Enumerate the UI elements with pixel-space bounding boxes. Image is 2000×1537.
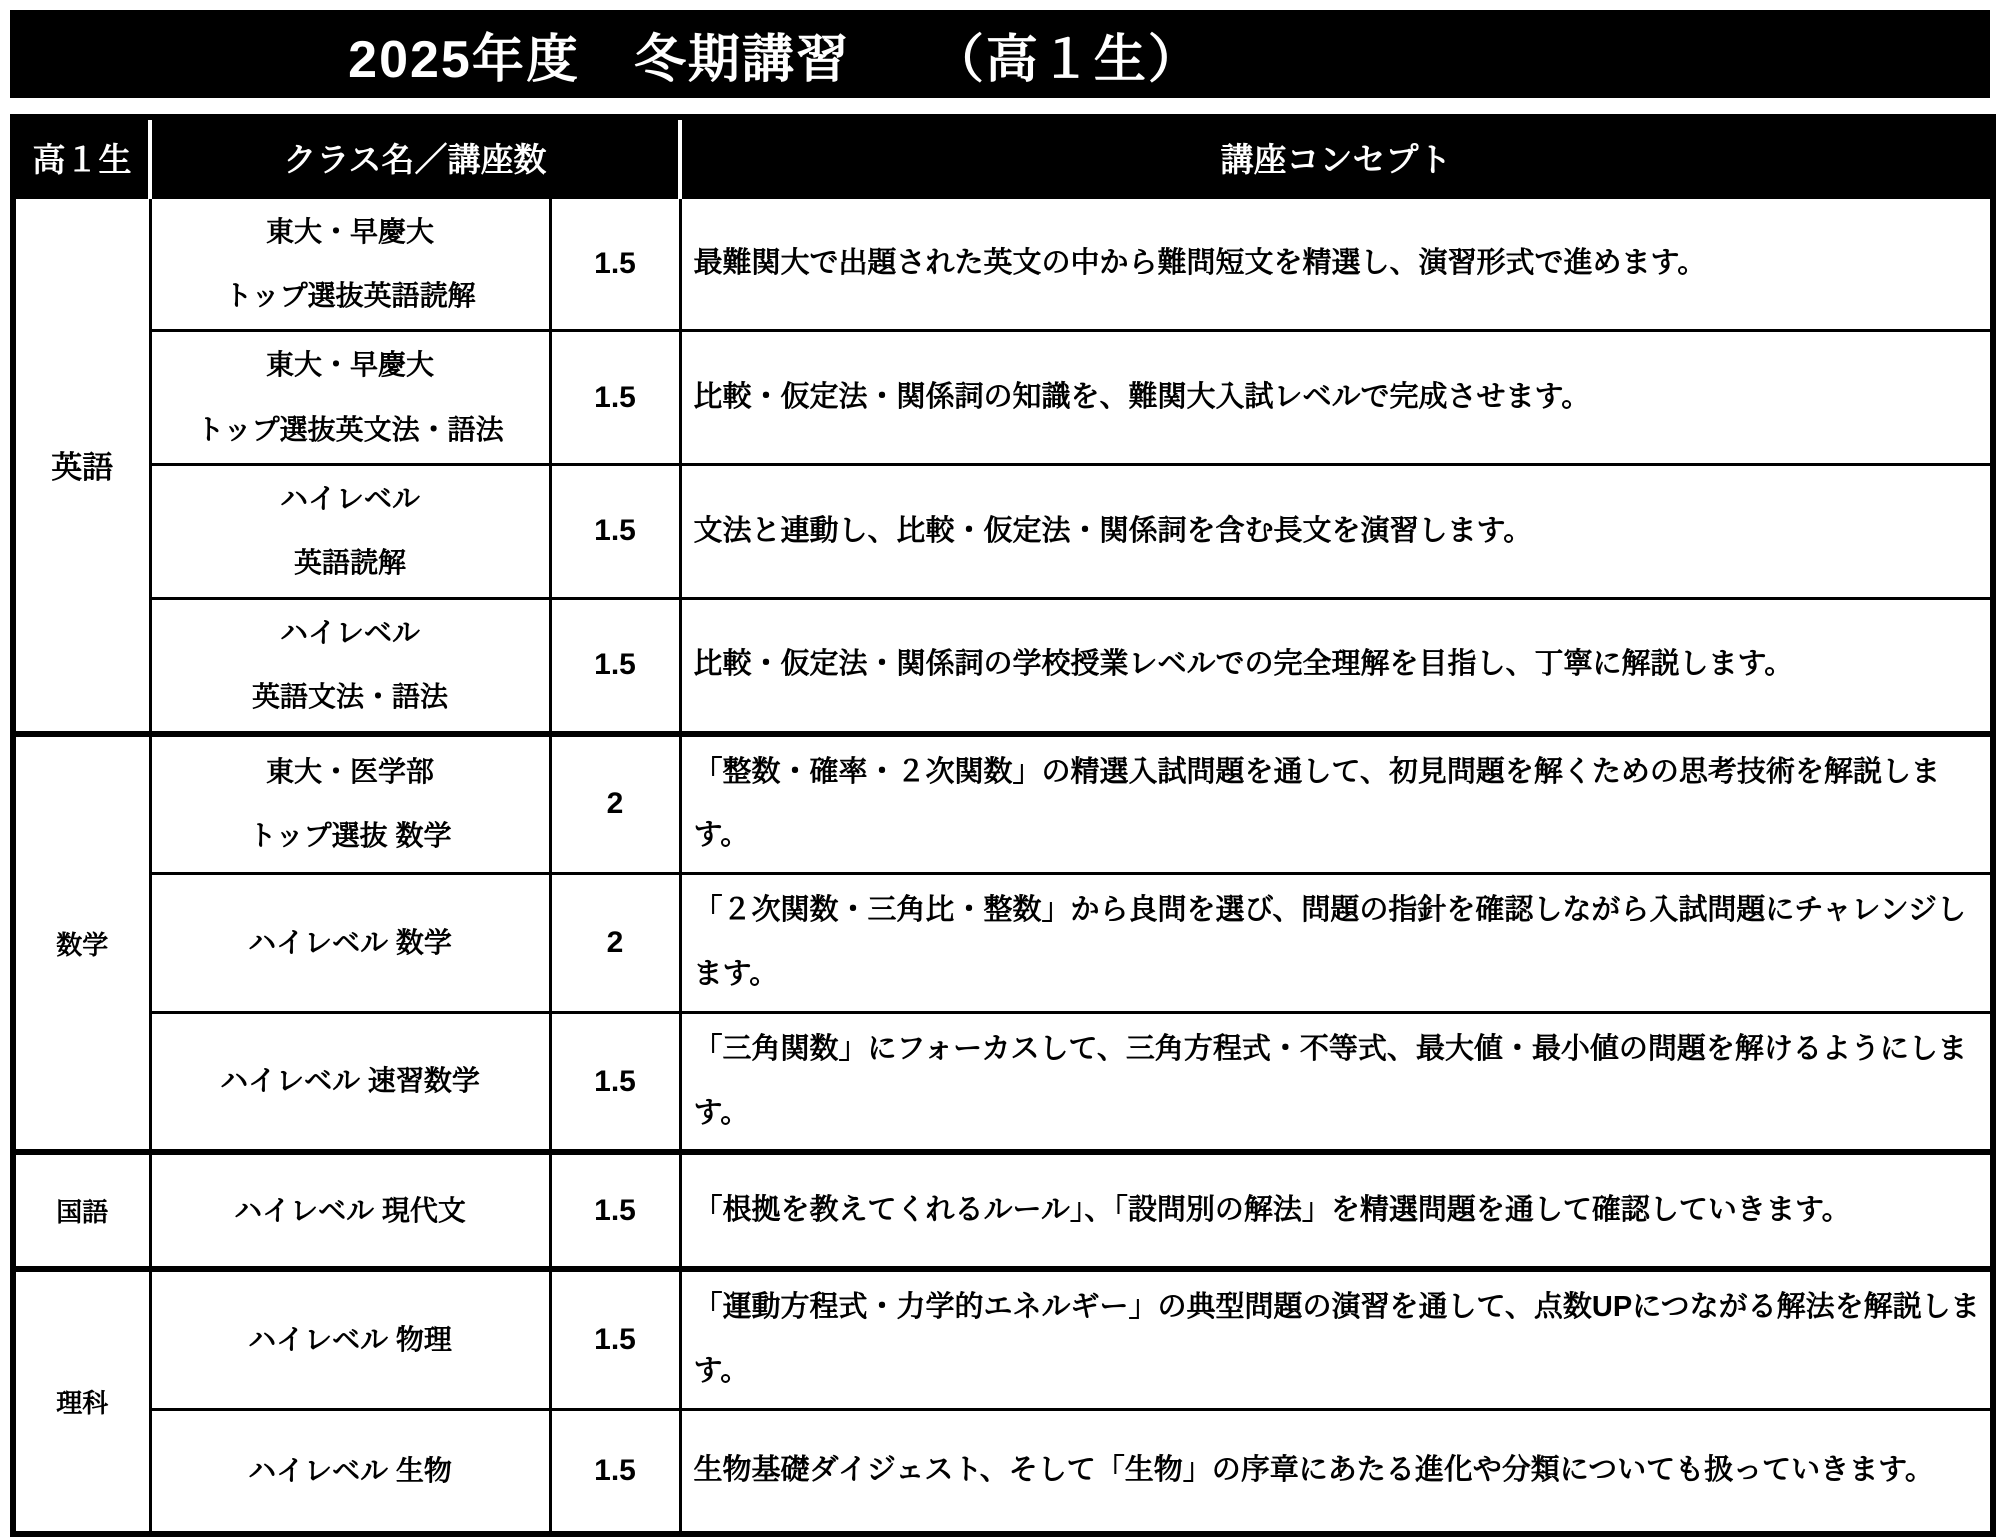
class-name-cell [150, 331, 550, 465]
course-concept-cell: 生物基礎ダイジェスト、そして「生物」の序章にあたる進化や分類についても扱っていきます。 [680, 1410, 1993, 1534]
table-row [13, 465, 1993, 599]
course-count-cell: 1.5 [550, 465, 680, 599]
table-row [13, 1012, 1993, 1152]
course-concept-cell: 比較・仮定法・関係詞の知識を、難関大入試レベルで完成させます。 [680, 331, 1993, 465]
header-grade: 高１生 [13, 117, 150, 197]
class-name-line: トップ選抜英語読解 [224, 279, 476, 311]
class-name-line: 英語読解 [293, 547, 406, 579]
table-header-row [13, 117, 1993, 197]
class-name-line: ハイレベル 数学 [248, 926, 452, 958]
course-count-cell: 1.5 [550, 1269, 680, 1409]
table-row [13, 1410, 1993, 1534]
class-name-cell [150, 874, 550, 1013]
class-name-line: ハイレベル [279, 483, 420, 515]
title-bar [10, 10, 1990, 98]
class-name-cell [150, 1012, 550, 1152]
subject-cell-math: 数学 [13, 734, 150, 1153]
table-row [13, 197, 1993, 331]
class-name-line: ハイレベル 速習数学 [220, 1065, 480, 1097]
course-count-cell: 1.5 [550, 598, 680, 733]
course-concept-cell: 文法と連動し、比較・仮定法・関係詞を含む長文を演習します。 [680, 465, 1993, 599]
course-count-cell: 1.5 [550, 331, 680, 465]
class-name-line: ハイレベル 生物 [248, 1454, 452, 1486]
class-name-line: ハイレベル [279, 616, 420, 648]
class-name-line: 東大・早慶大 [265, 349, 434, 381]
table-row [13, 1269, 1993, 1409]
subject-cell-japanese: 国語 [13, 1152, 150, 1269]
course-count-cell: 1.5 [550, 1012, 680, 1152]
table-row [13, 598, 1993, 733]
class-name-cell [150, 197, 550, 331]
page-title: 2025年度 冬期講習 （高１生） [348, 30, 1202, 89]
course-concept-cell: 比較・仮定法・関係詞の学校授業レベルでの完全理解を目指し、丁寧に解説します。 [680, 598, 1993, 733]
table-row [13, 331, 1993, 465]
table-row [13, 874, 1993, 1013]
header-concept: 講座コンセプト [680, 117, 1993, 197]
course-concept-cell: 「整数・確率・２次関数」の精選入試問題を通して、初見問題を解くための思考技術を解説します。 [680, 734, 1993, 874]
table-row [13, 734, 1993, 874]
course-concept-cell: 「２次関数・三角比・整数」から良問を選び、問題の指針を確認しながら入試問題にチャレンジします。 [680, 874, 1993, 1013]
course-concept-cell: 「三角関数」にフォーカスして、三角方程式・不等式、最大値・最小値の問題を解けるようにします。 [680, 1012, 1993, 1152]
class-name-line: 英語文法・語法 [251, 681, 448, 713]
course-concept-cell: 「運動方程式・力学的エネルギー」の典型問題の演習を通して、点数UPにつながる解法を解説します。 [680, 1269, 1993, 1409]
course-count-cell: 1.5 [550, 1152, 680, 1269]
class-name-cell [150, 465, 550, 599]
course-count-cell: 1.5 [550, 1410, 680, 1534]
header-class-count: クラス名／講座数 [150, 117, 680, 197]
table-row [13, 1152, 1993, 1269]
class-name-cell [150, 734, 550, 874]
class-name-line: ハイレベル 現代文 [234, 1194, 466, 1226]
class-name-line: 東大・医学部 [265, 756, 434, 788]
class-name-line: トップ選抜英文法・語法 [196, 413, 504, 445]
subject-cell-english: 英語 [13, 197, 150, 734]
course-concept-cell: 最難関大で出題された英文の中から難問短文を精選し、演習形式で進めます。 [680, 197, 1993, 331]
course-table [10, 114, 1996, 1537]
class-name-cell [150, 1152, 550, 1269]
course-count-cell: 1.5 [550, 197, 680, 331]
class-name-line: トップ選抜 数学 [248, 820, 452, 852]
class-name-cell [150, 598, 550, 733]
subject-cell-science: 理科 [13, 1269, 150, 1533]
class-name-line: 東大・早慶大 [265, 215, 434, 247]
course-count-cell: 2 [550, 734, 680, 874]
class-name-cell [150, 1410, 550, 1534]
course-count-cell: 2 [550, 874, 680, 1013]
class-name-line: ハイレベル 物理 [248, 1324, 452, 1355]
course-concept-cell: 「根拠を教えてくれるルール」、「設問別の解法」を精選問題を通して確認していきます。 [680, 1152, 1993, 1269]
class-name-cell [150, 1269, 550, 1409]
